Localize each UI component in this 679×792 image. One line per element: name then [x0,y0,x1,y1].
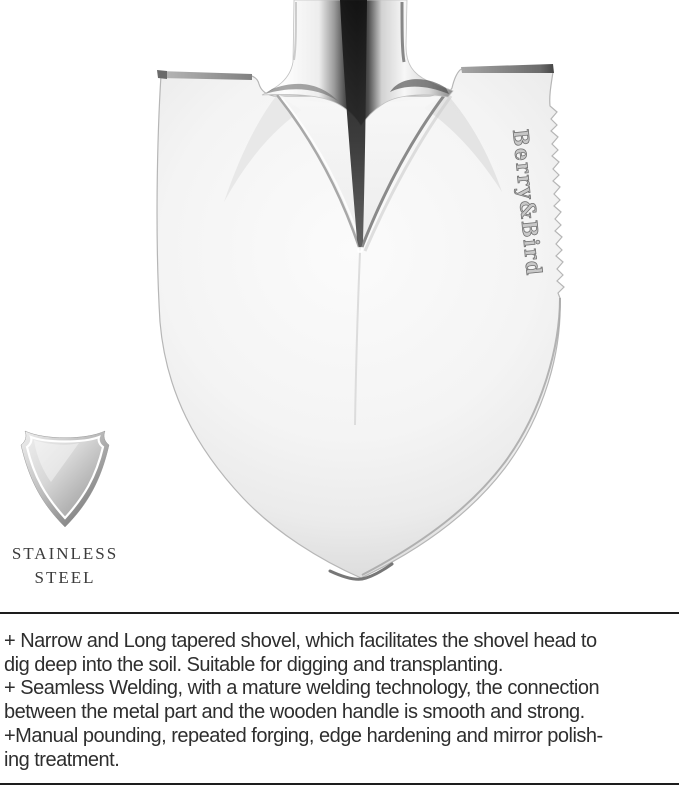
stainless-steel-badge [0,426,130,590]
feature-line: + Narrow and Long tapered shovel, which facilitates the shovel head to [4,630,597,652]
shoulder-cap-left-end [157,70,167,79]
badge-caption [0,542,130,590]
feature-line: +Manual pounding, repeated forging, edge hardening and mirror polish- [4,724,603,747]
feature-line: + Seamless Welding, with a mature welding technology, the connection [4,677,600,700]
brand-engraving-text: Berry&Bird [508,128,548,286]
badge-label-line2: STEEL [34,568,96,587]
badge-label-line1: STAINLESS [11,544,119,563]
feature-line: between the metal part and the wooden handle is smooth and strong. [4,701,585,724]
shoulder-cap-right [461,64,554,73]
feature-line: ing treatment. [4,748,120,771]
feature-list [0,612,679,785]
shield-icon [19,426,111,534]
ridge-apex-highlight [357,247,363,253]
feature-line: dig deep into the soil. Suitable for digging and transplanting. [4,653,503,676]
